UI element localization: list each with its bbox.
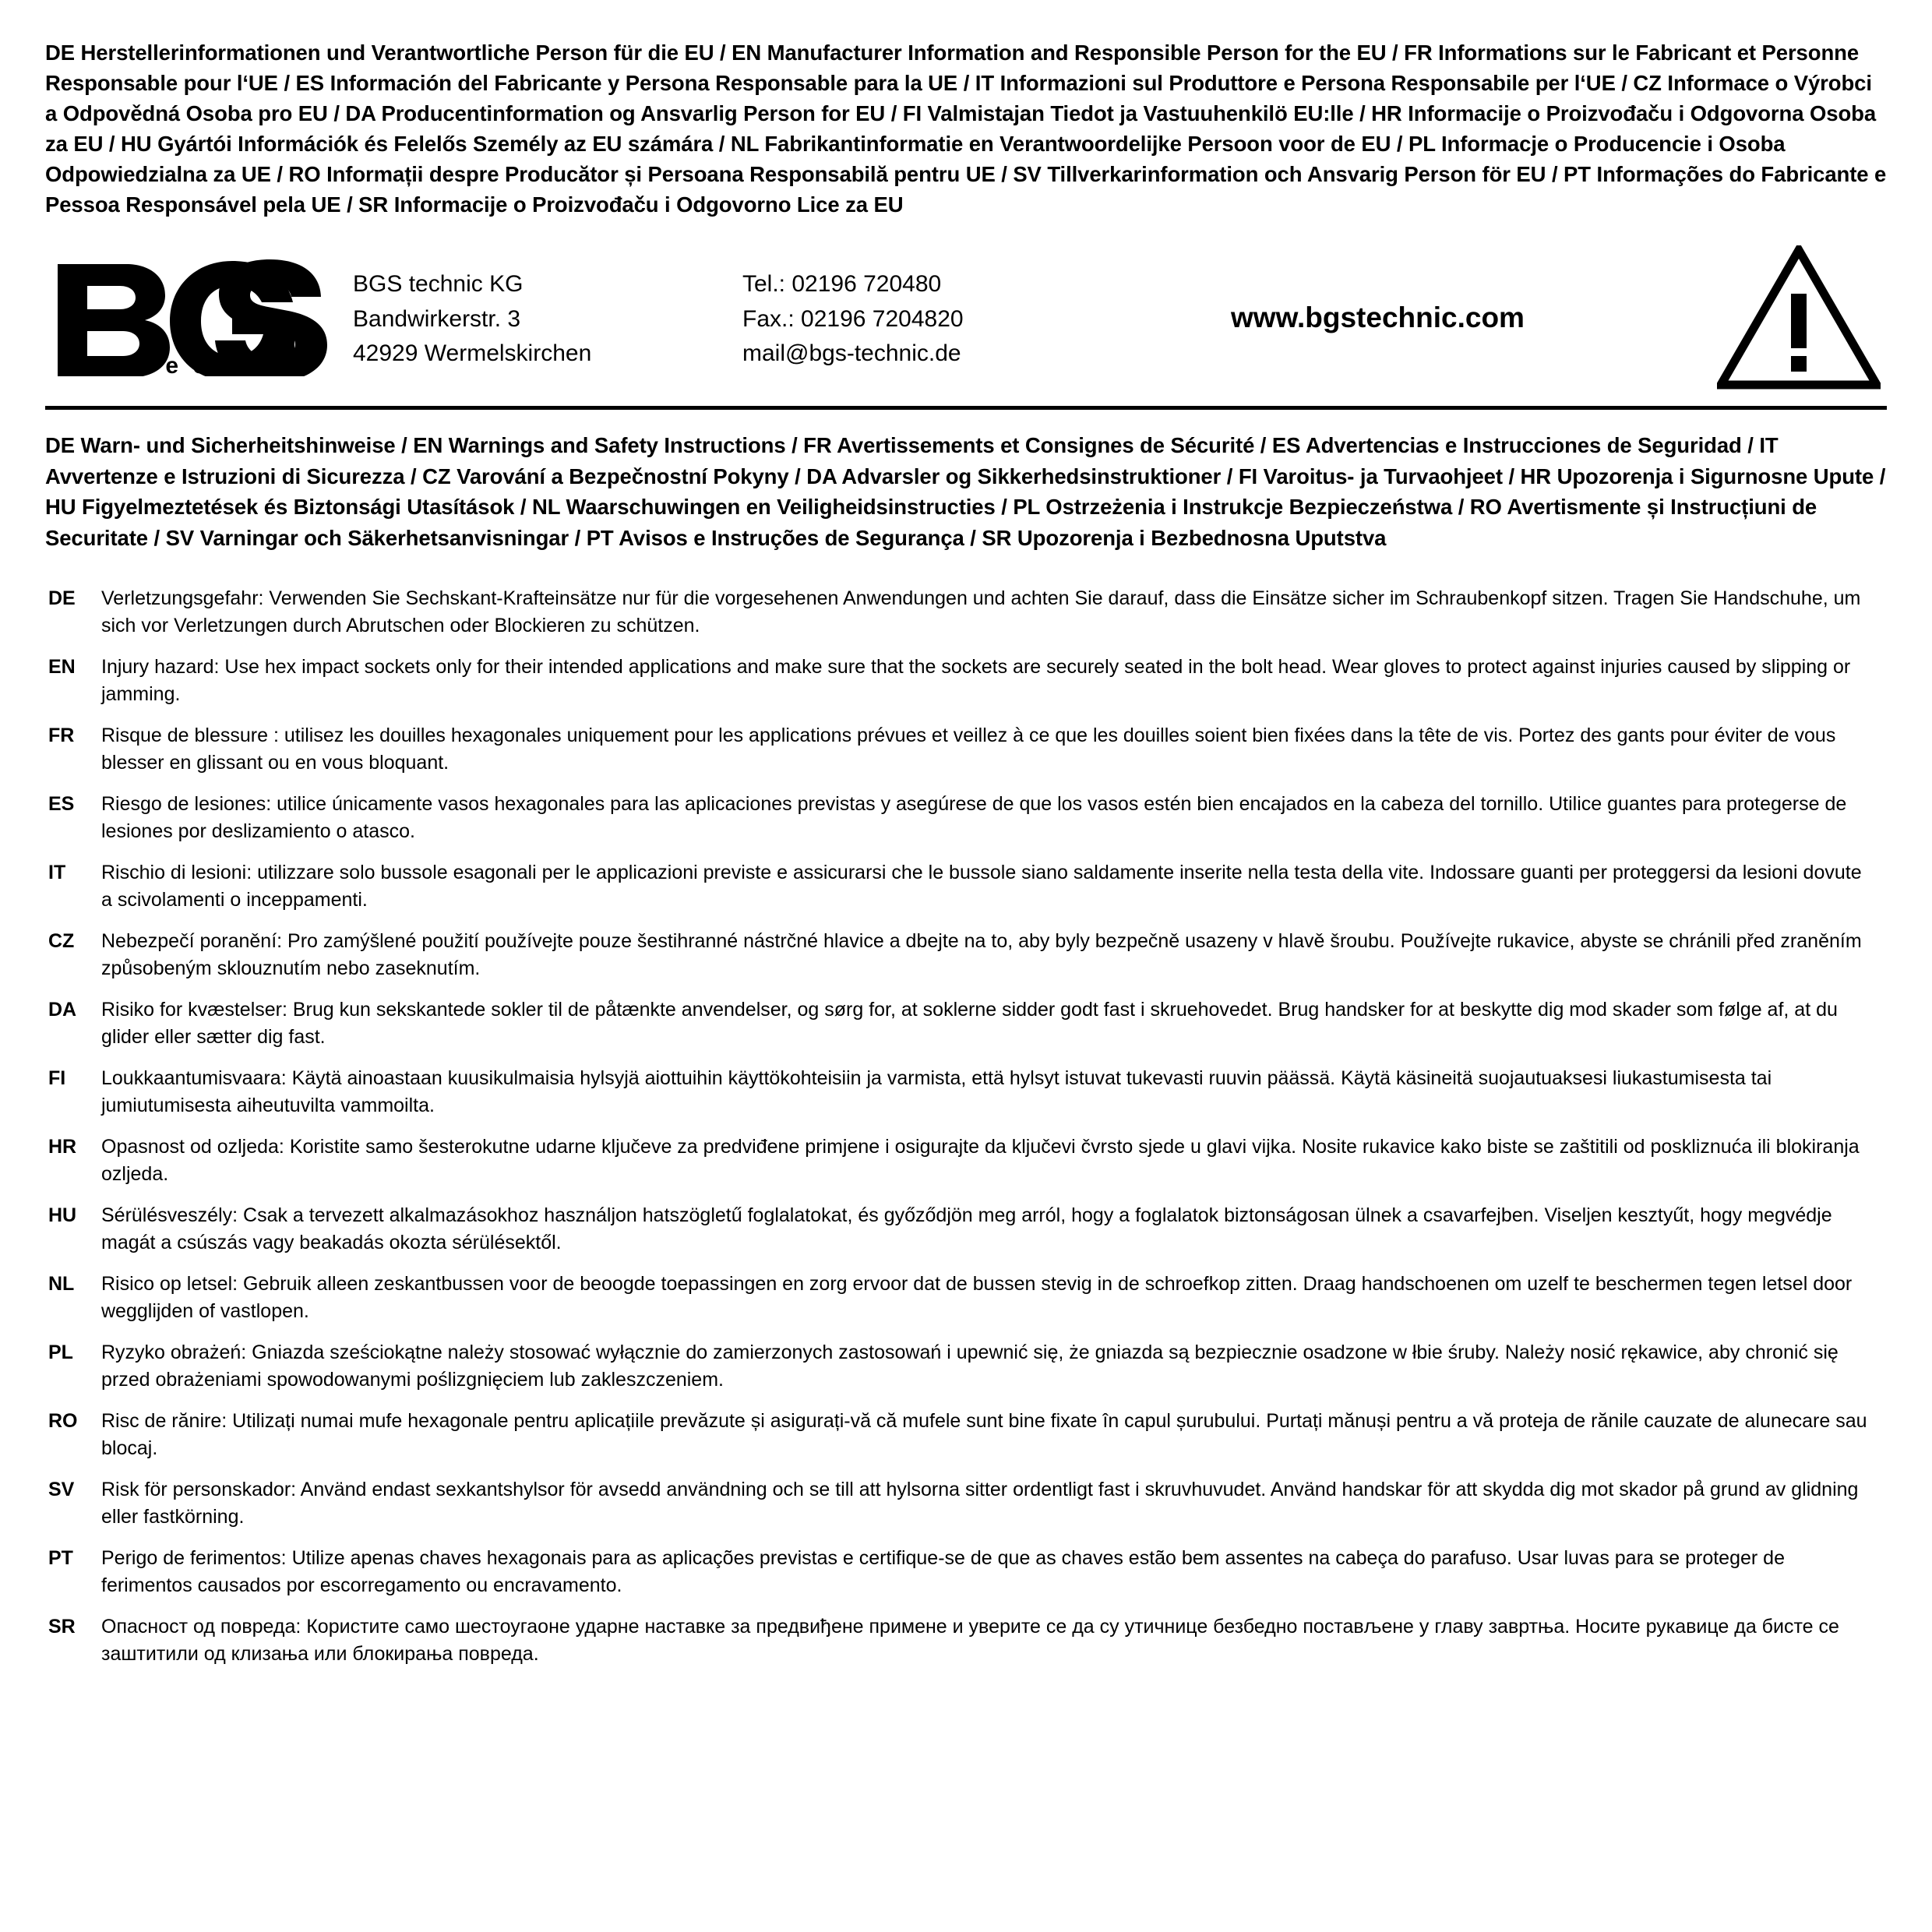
language-code: SV: [48, 1478, 75, 1500]
instruction-text: Injury hazard: Use hex impact sockets only for their intended applications and make sure that the sockets are securely seated in the bolt head. Wear gloves to protect against injuries caused by slipping or jamming.: [101, 655, 1851, 706]
instruction-text: Verletzungsgefahr: Verwenden Sie Sechskant-Krafteinsätze nur für die vorgesehenen Anwendungen und achten Sie darauf, dass die Einsätze sicher im Schraubenkopf sitzen. Tragen Sie Handschuhe, um sich vor Verletzungen durch Abrutschen oder Blockieren zu schützen.: [101, 587, 1861, 637]
list-item: [45, 1202, 1887, 1257]
list-item: [45, 654, 1887, 709]
language-code: DE: [48, 587, 76, 609]
instruction-text: Ryzyko obrażeń: Gniazda sześciokątne należy stosować wyłącznie do zamierzonych zastosowań i upewnić się, że gniazda są bezpiecznie osadzone w łbie śruby. Należy nosić rękawice, aby chronić się przed obrażeniami spowodowanymi poślizgnięciem lub zakleszczeniem.: [101, 1341, 1839, 1391]
language-code: RO: [48, 1409, 78, 1432]
warning-triangle-icon: [1678, 245, 1887, 390]
company-fax: Fax.: 02196 7204820: [742, 305, 964, 332]
instruction-text: Опасност од повреда: Користите само шестоугаоне ударне наставке за предвиђене примене и уверите се да су утичнице безбедно постављене у главу завртња. Носите рукавице да бисте се заштитили од клизања или блокирања повреда.: [101, 1615, 1839, 1666]
instructions-list: [45, 585, 1887, 1669]
list-item: [45, 1408, 1887, 1463]
list-item: [45, 1476, 1887, 1532]
list-item: [45, 1133, 1887, 1189]
language-code: NL: [48, 1272, 75, 1295]
language-code: HU: [48, 1204, 77, 1226]
language-code: HR: [48, 1135, 77, 1158]
language-code: DA: [48, 998, 77, 1021]
header-divider: [45, 406, 1887, 410]
instruction-text: Risc de rănire: Utilizați numai mufe hexagonale pentru aplicațiile prevăzute și asigurați-vă că mufele sunt bine fixate în capul șurubului. Purtați mănuși pentru a vă proteja de rănile cauzate de alunecare sau blocaj.: [101, 1409, 1867, 1460]
list-item: [45, 859, 1887, 915]
language-code: ES: [48, 792, 75, 815]
company-email[interactable]: mail@bgs-technic.de: [742, 340, 961, 366]
language-code: PT: [48, 1546, 73, 1569]
instruction-text: Risiko for kvæstelser: Brug kun sekskantede sokler til de påtænkte anvendelser, og sørg for, at soklerne sidder godt fast i skruehovedet. Brug handsker for at beskytte dig mod skader som følge af, at du glider eller sætter dig fast.: [101, 998, 1838, 1049]
instruction-text: Riesgo de lesiones: utilice únicamente vasos hexagonales para las aplicaciones previstas y asegúrese de que los vasos estén bien encajados en la cabeza del tornillo. Utilice guantes para protegerse de lesiones por deslizamiento o atasco.: [101, 792, 1847, 843]
bgs-logo: [45, 259, 353, 376]
language-code: EN: [48, 655, 76, 678]
instruction-text: Nebezpečí poranění: Pro zamýšlené použití používejte pouze šestihranné nástrčné hlavice a dbejte na to, aby byly bezpečně usazeny v hlavě šroubu. Používejte rukavice, abyste se chránili před zraněním způsobeným sklouznutím nebo zaseknutím.: [101, 929, 1862, 980]
language-code: PL: [48, 1341, 73, 1363]
list-item: [45, 722, 1887, 777]
language-code: CZ: [48, 929, 75, 952]
list-item: [45, 791, 1887, 846]
instruction-text: Risico op letsel: Gebruik alleen zeskantbussen voor de beoogde toepassingen en zorg ervoor dat de bussen stevig in de schroefkop zitten. Draag handschoenen om uzelf te beschermen tegen letsel door wegglijden of vastlopen.: [101, 1272, 1853, 1323]
list-item: [45, 1271, 1887, 1326]
instruction-text: Risque de blessure : utilisez les douilles hexagonales uniquement pour les applications prévues et veillez à ce que les douilles soient bien fixées dans la tête de vis. Portez des gants pour éviter de vous blesser en glissant ou en vous bloquant.: [101, 724, 1836, 774]
svg-text:®: ®: [285, 268, 305, 298]
company-city: 42929 Wermelskirchen: [353, 340, 592, 366]
language-code: IT: [48, 861, 66, 883]
company-street: Bandwirkerstr. 3: [353, 305, 521, 332]
list-item: [45, 1065, 1887, 1120]
manufacturer-info-heading: DE Herstellerinformationen und Verantwortliche Person für die EU / EN Manufacturer Information and Responsible Person for the EU / FR Informations sur le Fabricant et Personne Responsable pour l‘UE / ES Información del Fabricante y Persona Responsable para la UE / IT Informazioni sul Produttore e Persona Responsabile per l‘UE / CZ Informace o Výrobci a Odpovědná Osoba pro EU / DA Producentinformation og Ansvarlig Person for EU / FI Valmistajan Tiedot ja Vastuuhenkilö EU:lle / HR Informacije o Proizvođaču i Odgovorna Osoba za EU / HU Gyártói Információk és Felelős Személy az EU számára / NL Fabrikantinformatie en Verantwoordelijke Persoon voor de EU / PL Informacje o Producencie i Osoba Odpowiedzialna za UE / RO Informații despre Producător și Persoana Responsabilă pentru UE / SV Tillverkarinformation och Ansvarig Person för EU / PT Informações do Fabricante e Pessoa Responsável pela UE / SR Informacije o Proizvođaču i Odgovorno Lice za EU: [45, 41, 1887, 217]
instruction-text: Opasnost od ozljeda: Koristite samo šesterokutne udarne ključeve za predviđene primjene i osigurajte da ključevi čvrsto sjede u glavi vijka. Nosite rukavice kako biste se zaštitili od poskliznuća ili blokiranja ozljeda.: [101, 1135, 1860, 1186]
company-contact: [742, 264, 1109, 371]
company-tel: Tel.: 02196 720480: [742, 271, 942, 298]
bgs-logo-graphic: [51, 259, 347, 376]
company-website[interactable]: www.bgstechnic.com: [1231, 301, 1525, 333]
warning-triangle-graphic: [1717, 245, 1881, 390]
language-code: FR: [48, 724, 75, 746]
language-code: SR: [48, 1615, 76, 1638]
list-item: [45, 1545, 1887, 1600]
list-item: [45, 585, 1887, 640]
company-name: BGS technic KG: [353, 271, 524, 298]
language-code: FI: [48, 1066, 66, 1089]
instruction-text: Risk för personskador: Använd endast sexkantshylsor för avsedd användning och se till att hylsorna sitter ordentligt fast i skruvhuvudet. Använd handskar för att skydda dig mot skador på grund av glidning eller fastkörning.: [101, 1478, 1859, 1528]
list-item: [45, 1613, 1887, 1669]
instruction-text: Rischio di lesioni: utilizzare solo bussole esagonali per le applicazioni previste e assicurarsi che le bussole siano saldamente inserite nella testa della vite. Indossare guanti per proteggersi da lesioni dovute a scivolamenti o inceppamenti.: [101, 861, 1862, 911]
list-item: [45, 996, 1887, 1052]
instruction-text: Perigo de ferimentos: Utilize apenas chaves hexagonais para as aplicações previstas e certifique-se de que as chaves estão bem assentes na cabeça do parafuso. Usar luvas para se proteger de ferimentos causados por escorregamento ou encravamento.: [101, 1546, 1785, 1597]
warnings-heading: DE Warn- und Sicherheitshinweise / EN Warnings and Safety Instructions / FR Avertissements et Consignes de Sécurité / ES Advertencias e Instrucciones de Seguridad / IT Avvertenze e Istruzioni di Sicurezza / CZ Varování a Bezpečnostní Pokyny / DA Advarsler og Sikkerhedsinstruktioner / FI Varoitus- ja Turvaohjeet / HR Upozorenja i Sigurnosne Upute / HU Figyelmeztetések és Biztonsági Utasítások / NL Waarschuwingen en Veiligheidsinstructies / PL Ostrzeżenia i Instrukcje Bezpieczeństwa / RO Avertismente și Instrucțiuni de Securitate / SV Varningar och Säkerhetsanvisningar / PT Avisos e Instruções de Segurança / SR Upozorenja i Bezbednosna Uputstva: [45, 433, 1886, 551]
list-item: [45, 928, 1887, 983]
instruction-text: Loukkaantumisvaara: Käytä ainoastaan kuusikulmaisia hylsyjä aiottuihin käyttökohteisiin ja varmista, että hylsyt istuvat tukevasti ruuvin päässä. Käytä käsineitä suojautuaksesi liukastumisesta tai jumiutumisesta aiheutuvilta vammoilta.: [101, 1066, 1772, 1117]
company-header: [45, 234, 1887, 401]
instruction-text: Sérülésveszély: Csak a tervezett alkalmazásokhoz használjon hatszögletű foglalatokat, és győződjön meg arról, hogy a foglalatok biztonságosan ülnek a csavarfejben. Viseljen kesztyűt, hogy megvédje magát a csúszás vagy beakadás okozta sérülésektől.: [101, 1204, 1832, 1254]
company-address: [353, 264, 742, 371]
svg-text:t e c h n i c: t e c h n i c: [143, 352, 316, 376]
list-item: [45, 1339, 1887, 1394]
